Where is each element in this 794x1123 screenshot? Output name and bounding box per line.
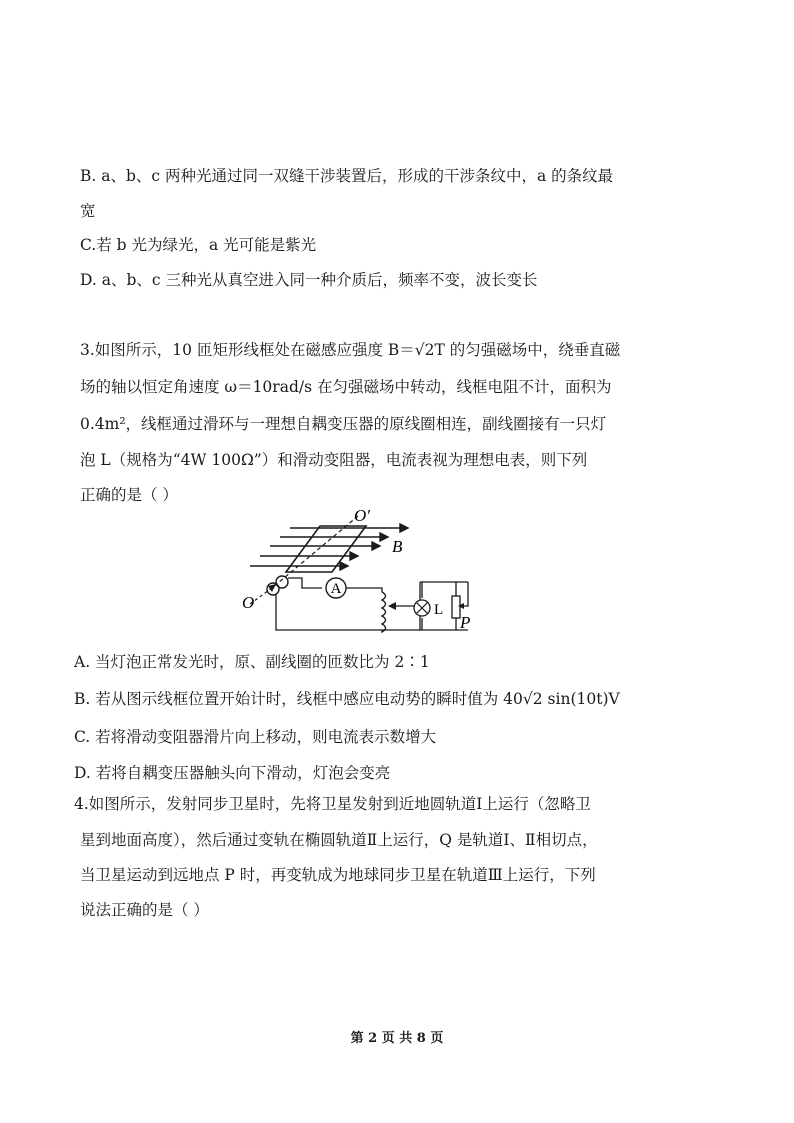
field-label: B bbox=[392, 537, 403, 556]
q2-option-b-line2: 宽 bbox=[80, 202, 96, 220]
autotransformer-coil bbox=[382, 592, 386, 632]
q3-stem-line2: 场的轴以恒定角速度 ω＝10rad/s 在匀强磁场中转动，线框电阻不计，面积为 bbox=[80, 378, 612, 396]
q4-stem-line3: 当卫星运动到远地点 P 时，再变轨成为地球同步卫星在轨道Ⅲ上运行，下列 bbox=[80, 866, 596, 884]
q2-option-b-line1: B. a、b、c 两种光通过同一双缝干涉装置后，形成的干涉条纹中，a 的条纹最 bbox=[80, 167, 614, 185]
q3-option-a: A. 当灯泡正常发光时，原、副线圈的匝数比为 2∶1 bbox=[74, 653, 430, 671]
q3-stem-line5: 正确的是（ ） bbox=[80, 486, 178, 504]
q3-option-c: C. 若将滑动变阻器滑片向上移动，则电流表示数增大 bbox=[74, 728, 437, 746]
axis-bottom-label: O bbox=[242, 593, 255, 612]
rectangular-coil bbox=[286, 526, 366, 572]
lamp-label: L bbox=[434, 602, 444, 618]
q4-stem-line4: 说法正确的是（ ） bbox=[80, 901, 209, 919]
q3-circuit-figure bbox=[232, 510, 492, 650]
field-lines bbox=[250, 524, 408, 570]
q3-stem-line3: 0.4m²，线框通过滑环与一理想自耦变压器的原线圈相连，副线圈接有一只灯 bbox=[80, 415, 607, 433]
rheostat bbox=[452, 596, 460, 618]
q3-option-d: D. 若将自耦变压器触头向下滑动，灯泡会变亮 bbox=[74, 764, 391, 782]
page-number: 第 2 页 共 8 页 bbox=[350, 1031, 444, 1046]
axis-top-label: O′ bbox=[354, 510, 370, 525]
q4-stem-line1: 4.如图所示，发射同步卫星时，先将卫星发射到近地圆轨道Ⅰ上运行（忽略卫 bbox=[74, 795, 591, 813]
q2-option-d: D. a、b、c 三种光从真空进入同一种介质后，频率不变，波长变长 bbox=[80, 271, 538, 289]
q3-stem-line1: 3.如图所示，10 匝矩形线框处在磁感应强度 B＝√2T 的匀强磁场中，绕垂直磁 bbox=[80, 341, 621, 359]
ammeter-label: A bbox=[330, 581, 342, 597]
q4-stem-line2: 星到地面高度），然后通过变轨在椭圆轨道Ⅱ上运行，Q 是轨道Ⅰ、Ⅱ相切点， bbox=[80, 831, 598, 849]
q3-option-b: B. 若从图示线框位置开始计时，线框中感应电动势的瞬时值为 40√2 sin(10t)V bbox=[74, 690, 620, 708]
q2-option-c: C.若 b 光为绿光，a 光可能是紫光 bbox=[80, 236, 317, 254]
q3-stem-line4: 泡 L（规格为“4W 100Ω”）和滑动变阻器，电流表视为理想电表，则下列 bbox=[80, 451, 588, 469]
slider-label: P bbox=[460, 613, 471, 632]
